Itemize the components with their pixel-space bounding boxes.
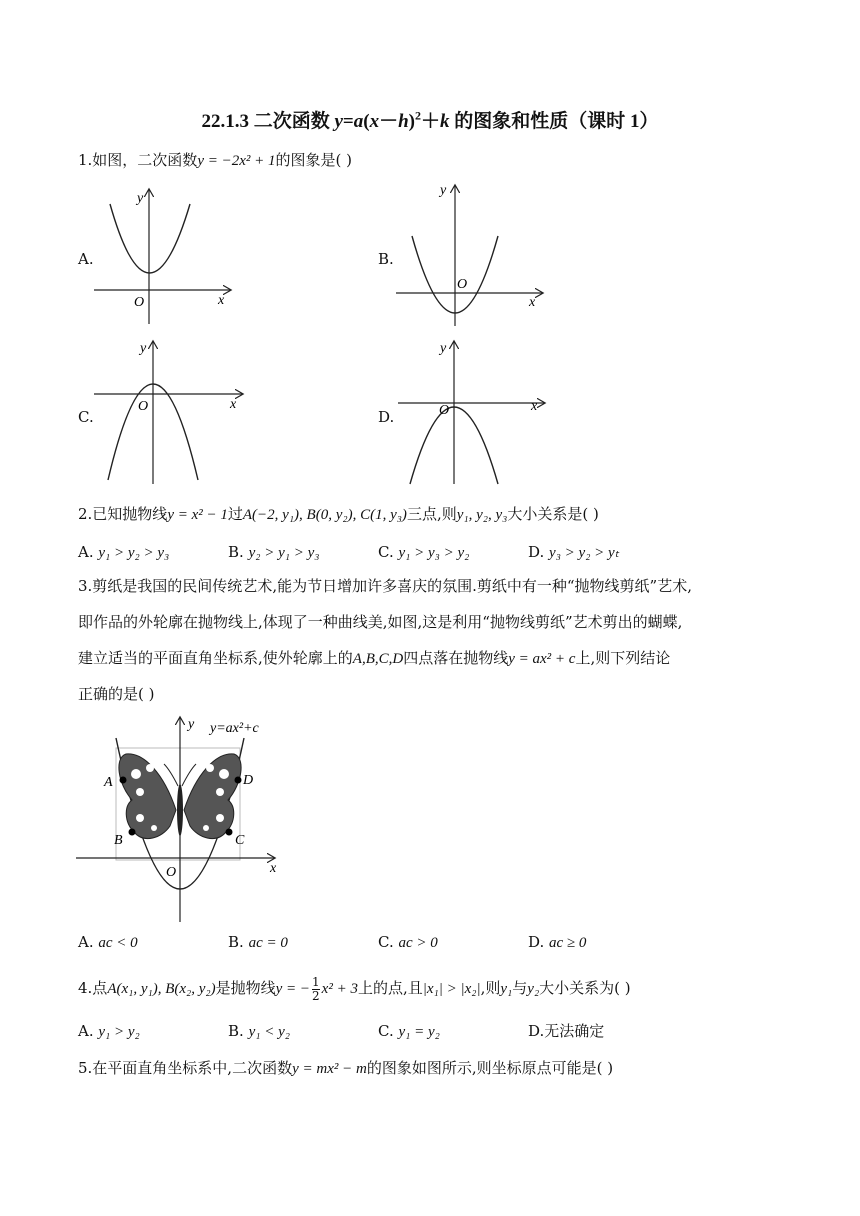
q1-option-c-label[interactable]: C. xyxy=(78,408,94,426)
question-3-line-3: 建立适当的平面直角坐标系,使外轮廓上的A,B,C,D四点落在抛物线y = ax² + c上,则下列结论 xyxy=(78,649,671,667)
q1-graph-d[interactable] xyxy=(394,336,554,486)
q1-graph-a[interactable] xyxy=(90,182,240,330)
point-b xyxy=(129,829,136,836)
point-a xyxy=(120,777,127,784)
question-5-stem: 5.在平面直角坐标系中,二次函数y = mx² − m的图象如图所示,则坐标原点可能是( ) xyxy=(78,1059,614,1077)
point-c xyxy=(226,829,233,836)
label-c: C xyxy=(235,833,245,848)
q1-graph-b[interactable] xyxy=(392,180,552,330)
origin-label: O xyxy=(138,399,149,414)
label-d: D xyxy=(243,773,254,788)
origin-label: O xyxy=(166,865,177,880)
q4-option-d[interactable]: D.无法确定 xyxy=(528,1022,605,1040)
question-3-line-4: 正确的是( ) xyxy=(78,685,155,703)
q1-option-b-label[interactable]: B. xyxy=(378,250,394,268)
fraction: $\frac{1}{2}$ xyxy=(312,974,320,1003)
q2-option-a[interactable]: A. y₁ > y₂ > y₃ xyxy=(78,543,170,561)
y-label: y xyxy=(440,183,447,198)
x-label: x xyxy=(529,295,536,310)
q4-option-a[interactable]: A. y₁ > y₂ xyxy=(78,1022,140,1040)
x-label: x xyxy=(531,399,538,414)
page-title: 22.1.3 二次函数 $y=a(x-h)^2+k$ 的图象和性质（课时 1） xyxy=(201,108,659,132)
curve-label: y=ax²+c xyxy=(210,721,259,736)
q1-graph-c[interactable] xyxy=(90,336,250,486)
q2-option-d[interactable]: D. y₃ > y₂ > yₜ xyxy=(528,543,620,561)
x-label: x xyxy=(218,293,225,308)
question-4-stem: 4.点A(x₁, y₁), B(x₂, y₂)是抛物线y = − $\frac{1}{2}$ x² + 3上的点,且|x₁| > |x₂|,则y₁与y₂大小关系为( ) xyxy=(78,974,631,1003)
q2-option-c[interactable]: C. y₁ > y₃ > y₂ xyxy=(378,543,470,561)
y-label: y xyxy=(140,341,147,356)
origin-label: O xyxy=(439,403,450,418)
q1-option-d-label[interactable]: D. xyxy=(378,408,395,426)
y-label: y xyxy=(188,717,195,732)
q2-option-b[interactable]: B. y₂ > y₁ > y₃ xyxy=(228,543,320,561)
origin-label: O xyxy=(134,295,145,310)
parabola xyxy=(110,204,190,273)
origin-label: O xyxy=(457,277,468,292)
question-3-line-1: 3.剪纸是我国的民间传统艺术,能为节日增加许多喜庆的氛围.剪纸中有一种“抛物线剪纸”艺术, xyxy=(78,577,692,595)
q3-option-b[interactable]: B. ac = 0 xyxy=(228,933,288,951)
q3-option-a[interactable]: A. ac < 0 xyxy=(78,933,138,951)
q1-option-a-label[interactable]: A. xyxy=(78,250,94,268)
butterfly-figure[interactable] xyxy=(74,714,284,926)
q3-option-d[interactable]: D. ac ≥ 0 xyxy=(528,933,587,951)
x-label: x xyxy=(270,861,277,876)
label-b: B xyxy=(114,833,123,848)
q4-option-c[interactable]: C. y₁ = y₂ xyxy=(378,1022,440,1040)
q4-option-b[interactable]: B. y₁ < y₂ xyxy=(228,1022,290,1040)
question-3-line-2: 即作品的外轮廓在抛物线上,体现了一种曲线美,如图,这是利用“抛物线剪纸”艺术剪出的蝴蝶, xyxy=(78,613,683,631)
point-d xyxy=(235,777,242,784)
question-1-stem: 1.如图，二次函数y = −2x² + 1的图象是( ) xyxy=(78,151,352,169)
label-a: A xyxy=(104,775,113,790)
y-label: y xyxy=(137,191,144,206)
q3-option-c[interactable]: C. ac > 0 xyxy=(378,933,438,951)
question-2-stem: 2.已知抛物线y = x² − 1过A(−2, y₁), B(0, y₂), C(1, y₃)三点,则y₁, y₂, y₃大小关系是( ) xyxy=(78,505,599,523)
x-label: x xyxy=(230,397,237,412)
y-label: y xyxy=(440,341,447,356)
